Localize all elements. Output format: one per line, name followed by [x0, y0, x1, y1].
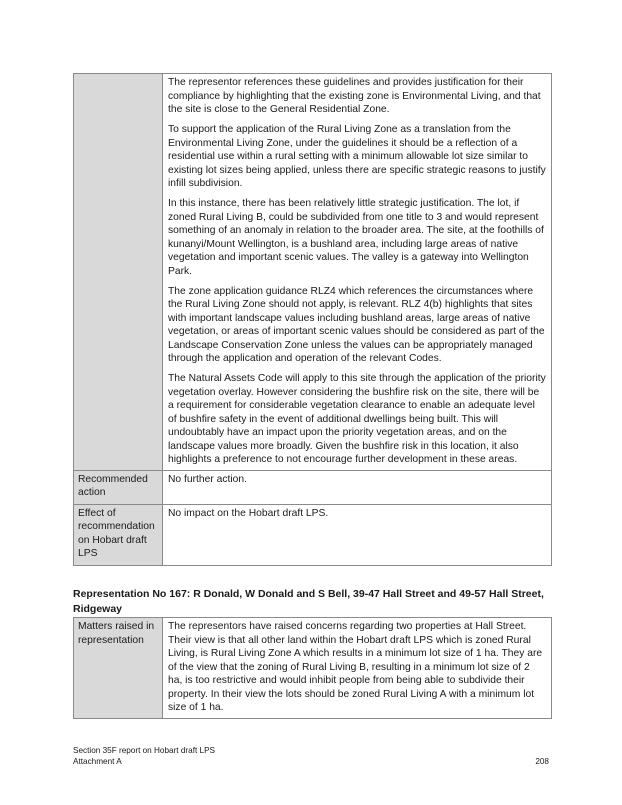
- footer-attachment: Attachment A: [73, 757, 122, 766]
- paragraph: The Natural Assets Code will apply to this site through the application of the priority vegetation overlay. However considering the bushfire risk on the site, there will be a requirement for considerable vegetation clearance to enable an adequate level of bushfire safety in the event of additional dwellings being built. This will undoubtably have an impact upon the priority vegetation areas, and on the landscape values more broadly. Given the bushfire risk in this location, it also highlights a preference to not encourage further development in these areas.: [168, 373, 546, 465]
- paragraph: No further action.: [168, 473, 247, 485]
- page-number: 208: [535, 757, 549, 766]
- paragraph: The representor references these guidelines and provides justification for their compliance by highlighting that the existing zone is Environmental Living, and that the site is close to the General Residential Zone.: [168, 77, 541, 115]
- table-row: [74, 504, 552, 565]
- paragraph: The representors have raised concerns regarding two properties at Hall Street. Their view is that all other land within the Hobart draft LPS which is zoned Rural Living, is Rural Living Zone A which results in a minimum lot size of 1 ha. They are of the view that the zoning of Rural Living B, resulting in a minimum lot size of 2 ha, is too restrictive and would inhibit people from being able to subdivide their property. In their view the lots should be zoned Rural Living A with a minimum lot size of 1 ha.: [168, 621, 543, 713]
- paragraph: The zone application guidance RLZ4 which references the circumstances where the Rural Living Zone should not apply, is relevant. RLZ 4(b) highlights that sites with important landscape values including bushland areas, large areas of native vegetation, or areas of important scenic values should be considered as part of the Landscape Conservation Zone unless the values can be appropriately managed through the application and operation of the relevant Codes.: [168, 285, 545, 364]
- row-label-effect-of-recommendation: Effect of recommendation on Hobart draft LPS: [74, 504, 163, 565]
- row-label-recommended-action: Recommended action: [74, 470, 163, 504]
- table-row: [74, 470, 552, 504]
- row-label: [74, 74, 163, 471]
- table-row: [74, 74, 552, 471]
- paragraph: To support the application of the Rural Living Zone as a translation from the Environmental Living Zone, under the guidelines it should be a reflection of a residential use within a rural setting with a minimum allowable lot size similar to existing lot sizes being applied, unless there are specific strategic reasons to justify infill subdivision.: [168, 124, 546, 189]
- page-footer: [73, 745, 215, 767]
- paragraph: No impact on the Hobart draft LPS.: [168, 507, 329, 519]
- table-row: [74, 618, 552, 719]
- row-label-matters-raised: Matters raised in representation: [74, 618, 163, 719]
- paragraph: In this instance, there has been relatively little strategic justification. The lot, if zoned Rural Living B, could be subdivided from one title to 3 and would represent something of an anomaly in relation to the broader area. The site, at the foothills of kunanyi/Mount Wellington, is a bushland area, including large areas of native vegetation and important scenic values. The valley is a gateway into Wellington Park.: [168, 198, 544, 277]
- row-content: [163, 504, 552, 565]
- assessment-table: [73, 73, 552, 566]
- row-content: [163, 618, 552, 719]
- row-content: [163, 74, 552, 471]
- section-heading: Representation No 167: R Donald, W Donald and S Bell, 39-47 Hall Street and 49-57 Hall Street, Ridgeway: [73, 588, 544, 615]
- footer-report-title: Section 35F report on Hobart draft LPS: [73, 746, 215, 755]
- row-content: [163, 470, 552, 504]
- representation-table: [73, 617, 552, 719]
